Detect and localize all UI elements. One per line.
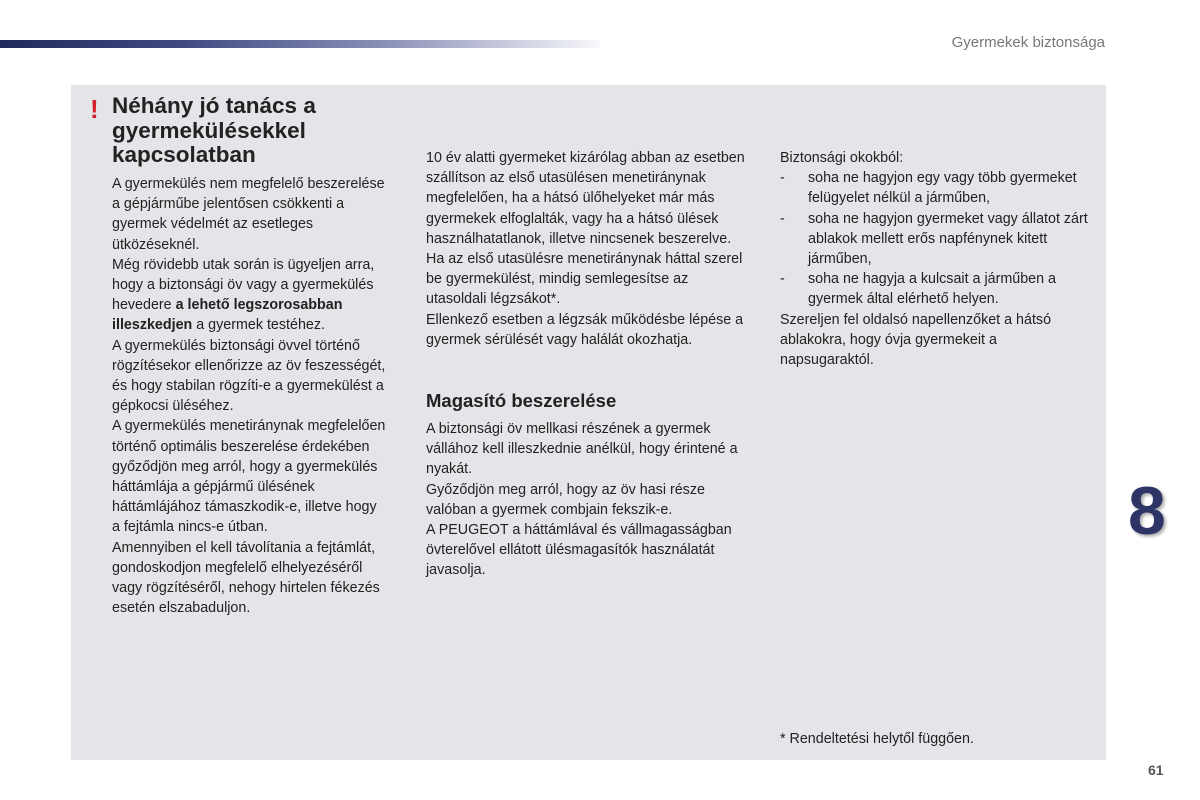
paragraph: A biztonsági öv mellkasi részének a gyermek vállához kell illeszkednie anélkül, hogy érintené a nyakát. xyxy=(426,421,738,478)
footnote: * Rendeltetési helytől függően. xyxy=(780,731,974,747)
paragraph: A PEUGEOT a háttámlával és vállmagasságban övterelővel ellátott ülésmagasítók használatát javasolja. xyxy=(426,522,732,579)
warning-icon: ! xyxy=(90,94,99,124)
paragraph: 10 év alatti gyermeket kizárólag abban az esetben szállítson az első utasülésen menetiránynak megfelelően, ha a hátsó ülőhelyeket már más gyermekek elfoglalták, vagy ha a hátsó ülések használhatatlanok, illetve nincsenek beszerelve. xyxy=(426,150,745,247)
list-item xyxy=(780,209,1090,270)
paragraph-text: Még rövidebb utak során is ügyeljen arra, hogy a biztonsági öv vagy a gyermekülés hevedere xyxy=(112,256,375,314)
list-item xyxy=(780,168,1090,208)
bullet-dash: - xyxy=(780,170,785,187)
paragraph: Szereljen fel oldalsó napellenzőket a hátsó ablakokra, hogy óvja gyermekeit a napsugaraktól. xyxy=(780,311,1052,369)
page-heading: Néhány jó tanács a gyermekülésekkel kapcsolatban xyxy=(112,93,316,167)
list-item-text: soha ne hagyjon egy vagy több gyermeket felügyelet nélkül a járműben, xyxy=(808,170,1077,207)
chapter-number: 8 xyxy=(1128,473,1166,549)
paragraph: Ellenkező esetben a légzsák működésbe lépése a gyermek sérülését vagy halálát okozhatja. xyxy=(426,311,744,348)
column-3 xyxy=(780,148,1090,370)
paragraph: Ha az első utasülésre menetiránynak háttal szerel be gyermekülést, mindig semlegesítse az utasoldali légzsákot*. xyxy=(426,251,743,308)
paragraph: Amennyiben el kell távolítania a fejtámlát, gondoskodjon megfelelő elhelyezéséről vagy rögzítéséről, nehogy hirtelen fékezés esetén elszabaduljon. xyxy=(112,539,380,617)
emphasis-text: a lehető legszorosabban illeszkedjen xyxy=(112,297,343,334)
paragraph: A gyermekülés biztonsági övvel történő rögzítésekor ellenőrizze az öv feszességét, és hogy stabilan rögzíti-e a gyermekülést a gépkocsi üléséhez. xyxy=(112,337,386,415)
paragraph: Biztonsági okokból: xyxy=(780,150,904,166)
column-1 xyxy=(112,174,387,618)
section-title: Gyermekek biztonsága xyxy=(951,34,1105,51)
page-number: 61 xyxy=(1148,762,1164,778)
list-item-text: soha ne hagyja a kulcsait a járműben a gyermek által elérhető helyen. xyxy=(808,271,1056,308)
header-accent-bar xyxy=(0,40,600,48)
safety-list xyxy=(780,168,1090,309)
paragraph: A gyermekülés nem megfelelő beszerelése a gépjárműbe jelentősen csökkenti a gyermek védelmét az esetleges ütközéseknél. xyxy=(112,176,385,253)
column-2 xyxy=(426,148,746,581)
paragraph: A gyermekülés menetiránynak megfelelően történő optimális beszerelése érdekében győződjön meg arról, hogy a gyermekülés háttámlája a gépjármű ülésének háttámlájához támaszkodik-e, illetve hogy a fejtámla nincs-e útban. xyxy=(112,418,386,536)
list-item-text: soha ne hagyjon gyermeket vagy állatot zárt ablakok mellett erős napfénynek kitett járműben, xyxy=(808,210,1088,268)
subheading: Magasító beszerelése xyxy=(426,390,617,412)
bullet-dash: - xyxy=(780,271,785,288)
paragraph-text: a gyermek testéhez. xyxy=(192,317,325,334)
paragraph: Győződjön meg arról, hogy az öv hasi része valóban a gyermek combjain fekszik-e. xyxy=(426,481,705,518)
bullet-dash: - xyxy=(780,210,785,227)
list-item xyxy=(780,269,1090,309)
paragraph xyxy=(112,255,387,336)
